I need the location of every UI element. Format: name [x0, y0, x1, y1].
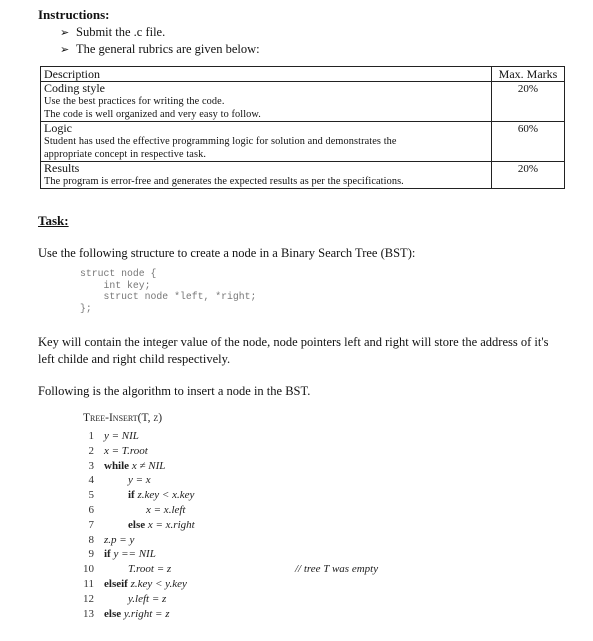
- criterion-title: Results: [44, 161, 80, 175]
- table-row: [41, 122, 565, 162]
- line-number: 11: [83, 577, 94, 590]
- pseudocode-text: T.root = z: [128, 563, 172, 576]
- criterion-title: Logic: [44, 121, 72, 135]
- line-number: 12: [83, 592, 94, 605]
- pseudocode-text: if y == NIL: [104, 548, 156, 561]
- code-line: };: [80, 302, 92, 314]
- algorithm-title: Tree-Insert(T, z): [83, 412, 163, 424]
- pseudocode-text: elseif z.key < y.key: [104, 577, 187, 590]
- code-line: struct node *left, *right;: [80, 291, 257, 302]
- line-number: 5: [88, 489, 94, 502]
- code-line: struct node {: [80, 268, 157, 279]
- table-row: [41, 162, 565, 189]
- task-explanation: Key will contain the integer value of the node, node pointers left and right will store the address of it's left childe and right child respectively.: [38, 335, 549, 366]
- line-number: 3: [88, 459, 94, 472]
- line-number: 1: [88, 430, 94, 442]
- description-cell: [41, 162, 492, 189]
- marks-cell: 20%: [492, 162, 565, 189]
- task-intro: Use the following structure to create a node in a Binary Search Tree (BST):: [38, 246, 416, 260]
- criterion-line: Student has used the effective programming logic for solution and demonstrates the: [44, 136, 397, 147]
- table-header-row: [41, 67, 565, 82]
- bullet-item: [60, 42, 260, 57]
- marks-cell: 60%: [492, 122, 565, 162]
- algorithm-intro: Following is the algorithm to insert a node in the BST.: [38, 384, 311, 398]
- table-row: [41, 82, 565, 122]
- rubric-table: [40, 66, 565, 189]
- line-number: 10: [83, 563, 94, 576]
- criterion-line: The code is well organized and very easy to follow.: [44, 109, 261, 120]
- line-number: 9: [88, 548, 94, 561]
- line-number: 8: [88, 533, 94, 546]
- pseudocode-text: y.left = z: [128, 592, 167, 605]
- description-cell: [41, 82, 492, 122]
- task-heading: Task:: [38, 213, 69, 228]
- description-header: Description: [41, 67, 492, 82]
- arrow-bullet-icon: ➢: [60, 44, 70, 56]
- pseudocode-comment: // tree T was empty: [295, 563, 379, 576]
- max-marks-header: Max. Marks: [492, 67, 565, 82]
- bullet-item: [60, 25, 165, 40]
- pseudocode-text: y = NIL: [104, 430, 139, 442]
- bullet-text: Submit the .c file.: [76, 25, 166, 39]
- pseudocode-text: while x ≠ NIL: [104, 459, 166, 472]
- line-number: 7: [88, 518, 94, 531]
- pseudocode-text: x = T.root: [104, 444, 148, 457]
- bullet-text: The general rubrics are given below:: [76, 42, 260, 56]
- pseudocode-text: else y.right = z: [104, 607, 170, 620]
- description-cell: [41, 122, 492, 162]
- criterion-line: appropriate concept in respective task.: [44, 149, 207, 160]
- criterion-line: Use the best practices for writing the code.: [44, 96, 225, 107]
- line-number: 6: [88, 503, 94, 516]
- pseudocode-text: else x = x.right: [128, 518, 195, 531]
- pseudocode-text: y = x: [128, 474, 151, 487]
- code-line: int key;: [80, 279, 151, 291]
- pseudocode-text: if z.key < x.key: [128, 489, 195, 502]
- line-number: 13: [83, 607, 94, 620]
- marks-cell: 20%: [492, 82, 565, 122]
- struct-code-block: [80, 268, 256, 314]
- instructions-heading: Instructions:: [38, 7, 110, 22]
- line-number: 2: [88, 444, 94, 457]
- criterion-line: The program is error-free and generates the expected results as per the specifications.: [44, 176, 404, 187]
- criterion-title: Coding style: [44, 81, 106, 95]
- line-number: 4: [88, 474, 94, 487]
- pseudocode-text: z.p = y: [104, 533, 135, 546]
- pseudocode-text: x = x.left: [146, 503, 186, 516]
- arrow-bullet-icon: ➢: [60, 27, 70, 39]
